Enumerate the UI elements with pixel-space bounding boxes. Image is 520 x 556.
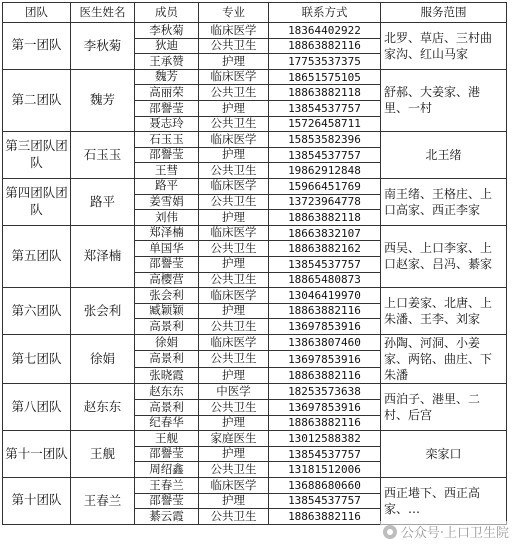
- member-major-cell: 临床医学: [199, 132, 269, 148]
- member-name-cell: 刘伟: [135, 210, 199, 226]
- member-major-cell: 护理: [199, 367, 269, 384]
- member-name-cell: 周绍鑫: [135, 462, 199, 478]
- member-major-cell: 公共卫生: [199, 319, 269, 335]
- member-phone-cell: 13697853916: [269, 319, 381, 335]
- service-area-cell: 西泊子、港里、二村、后宫: [381, 384, 507, 431]
- doctor-name-cell: 李秋菊: [71, 23, 135, 70]
- header-members: 成员: [135, 3, 199, 23]
- wechat-icon: [383, 525, 397, 539]
- member-name-cell: 单国华: [135, 241, 199, 257]
- watermark: [380, 521, 512, 542]
- table-row: [3, 23, 507, 39]
- member-phone-cell: 13854537757: [269, 446, 381, 462]
- member-phone-cell: 13046419970: [269, 288, 381, 304]
- service-area-cell: 北王绪: [381, 132, 507, 179]
- member-name-cell: 张晓霞: [135, 367, 199, 384]
- member-phone-cell: 18663832107: [269, 225, 381, 241]
- table-row: [3, 384, 507, 400]
- member-name-cell: 邵譽莹: [135, 147, 199, 163]
- member-major-cell: 公共卫生: [199, 509, 269, 525]
- header-service-area: 服务范围: [381, 3, 507, 23]
- member-name-cell: 邵譽莹: [135, 493, 199, 509]
- doctor-name-cell: 郑泽楠: [71, 225, 135, 287]
- service-area-cell: 舒郝、大姜家、港里、一村: [381, 69, 507, 131]
- member-major-cell: 临床医学: [199, 288, 269, 304]
- member-phone-cell: 13697853916: [269, 351, 381, 368]
- table-row: [3, 431, 507, 447]
- team-name-cell: 第七团队: [3, 334, 71, 384]
- team-table: [2, 2, 507, 525]
- header-team: 团队: [3, 3, 71, 23]
- member-major-cell: 护理: [199, 54, 269, 70]
- service-area-cell: 栾家口: [381, 431, 507, 478]
- member-name-cell: 臧颖颖: [135, 303, 199, 319]
- member-name-cell: 王舰: [135, 431, 199, 447]
- member-phone-cell: 18863882116: [269, 303, 381, 319]
- member-phone-cell: 15726458711: [269, 116, 381, 132]
- member-name-cell: 纪春华: [135, 415, 199, 431]
- table-row: [3, 288, 507, 304]
- doctor-name-cell: 赵东东: [71, 384, 135, 431]
- header-doctor: 医生姓名: [71, 3, 135, 23]
- member-phone-cell: 15966451769: [269, 178, 381, 194]
- team-name-cell: 第二团队: [3, 69, 71, 131]
- table-row: [3, 478, 507, 494]
- doctor-name-cell: 王春兰: [71, 478, 135, 525]
- table-row: [3, 132, 507, 148]
- member-name-cell: 高景利: [135, 319, 199, 335]
- member-name-cell: 邵譽莹: [135, 100, 199, 116]
- member-phone-cell: 13012588382: [269, 431, 381, 447]
- member-major-cell: 护理: [199, 256, 269, 272]
- member-name-cell: 王承赞: [135, 54, 199, 70]
- doctor-name-cell: 石玉玉: [71, 132, 135, 179]
- table-row: [3, 225, 507, 241]
- doctor-name-cell: 徐娟: [71, 334, 135, 384]
- member-name-cell: 张会利: [135, 288, 199, 304]
- member-major-cell: 中医学: [199, 384, 269, 400]
- member-phone-cell: 13854537757: [269, 493, 381, 509]
- table-header: [3, 3, 507, 23]
- member-phone-cell: 18863882118: [269, 210, 381, 226]
- table-row: [3, 334, 507, 351]
- doctor-name-cell: 魏芳: [71, 69, 135, 131]
- member-major-cell: 临床医学: [199, 225, 269, 241]
- doctor-name-cell: 王舰: [71, 431, 135, 478]
- team-name-cell: 第十团队: [3, 478, 71, 525]
- member-phone-cell: 18863882162: [269, 241, 381, 257]
- member-phone-cell: 18863882118: [269, 85, 381, 101]
- team-name-cell: 第一团队: [3, 23, 71, 70]
- team-name-cell: 第八团队: [3, 384, 71, 431]
- service-area-cell: 西吴、上口李家、上口赵家、吕冯、綦家: [381, 225, 507, 287]
- member-phone-cell: 13181512006: [269, 462, 381, 478]
- header-contact: 联系方式: [269, 3, 381, 23]
- member-major-cell: 公共卫生: [199, 351, 269, 368]
- member-phone-cell: 13697853916: [269, 400, 381, 416]
- service-area-cell: 孙陶、河洞、小姜家、两铭、曲庄、下朱潘: [381, 334, 507, 384]
- team-name-cell: 第十一团队: [3, 431, 71, 478]
- doctor-name-cell: 路平: [71, 178, 135, 225]
- team-name-cell: 第五团队: [3, 225, 71, 287]
- member-name-cell: 邵譽莹: [135, 446, 199, 462]
- member-phone-cell: 18364402922: [269, 23, 381, 39]
- member-major-cell: 家庭医生: [199, 431, 269, 447]
- table-body: [3, 23, 507, 525]
- member-major-cell: 公共卫生: [199, 116, 269, 132]
- member-name-cell: 高景利: [135, 351, 199, 368]
- doctor-name-cell: 张会利: [71, 288, 135, 335]
- member-major-cell: 公共卫生: [199, 85, 269, 101]
- member-phone-cell: 13854537757: [269, 100, 381, 116]
- table-row: [3, 69, 507, 85]
- member-name-cell: 郑泽楠: [135, 225, 199, 241]
- member-name-cell: 石玉玉: [135, 132, 199, 148]
- member-major-cell: 护理: [199, 147, 269, 163]
- member-phone-cell: 18863882116: [269, 415, 381, 431]
- service-area-cell: 上口姜家、北唐、上朱潘、王李、刘家: [381, 288, 507, 335]
- member-major-cell: 临床医学: [199, 23, 269, 39]
- member-major-cell: 公共卫生: [199, 194, 269, 210]
- member-major-cell: 公共卫生: [199, 272, 269, 288]
- member-name-cell: 狄迪: [135, 38, 199, 54]
- watermark-text: 公众号·上口卫生院: [400, 526, 509, 541]
- team-name-cell: 第四团队团队: [3, 178, 71, 225]
- member-major-cell: 护理: [199, 100, 269, 116]
- member-phone-cell: 13854537757: [269, 147, 381, 163]
- member-phone-cell: 13688680660: [269, 478, 381, 494]
- member-major-cell: 公共卫生: [199, 38, 269, 54]
- member-name-cell: 姜雪娟: [135, 194, 199, 210]
- member-major-cell: 临床医学: [199, 178, 269, 194]
- member-major-cell: 护理: [199, 303, 269, 319]
- member-name-cell: 邵譽莹: [135, 256, 199, 272]
- member-major-cell: 护理: [199, 210, 269, 226]
- member-name-cell: 王春兰: [135, 478, 199, 494]
- member-major-cell: 临床医学: [199, 334, 269, 351]
- member-name-cell: 路平: [135, 178, 199, 194]
- member-major-cell: 护理: [199, 446, 269, 462]
- member-name-cell: 王彗: [135, 163, 199, 179]
- member-major-cell: 公共卫生: [199, 462, 269, 478]
- team-name-cell: 第三团队团队: [3, 132, 71, 179]
- member-name-cell: 高樱营: [135, 272, 199, 288]
- member-name-cell: 高景利: [135, 400, 199, 416]
- member-major-cell: 公共卫生: [199, 163, 269, 179]
- member-phone-cell: 18865480873: [269, 272, 381, 288]
- member-name-cell: 聂志玲: [135, 116, 199, 132]
- member-name-cell: 赵东东: [135, 384, 199, 400]
- member-phone-cell: 18863882116: [269, 509, 381, 525]
- member-name-cell: 魏芳: [135, 69, 199, 85]
- member-phone-cell: 17753537375: [269, 54, 381, 70]
- service-area-cell: 南王绪、王格庄、上口高家、西正李家: [381, 178, 507, 225]
- member-major-cell: 护理: [199, 493, 269, 509]
- member-major-cell: 临床医学: [199, 69, 269, 85]
- member-phone-cell: 13723964778: [269, 194, 381, 210]
- member-phone-cell: 18863882116: [269, 367, 381, 384]
- member-major-cell: 护理: [199, 415, 269, 431]
- member-phone-cell: 18651575105: [269, 69, 381, 85]
- member-phone-cell: 13854537757: [269, 256, 381, 272]
- header-major: 专业: [199, 3, 269, 23]
- member-phone-cell: 18863882116: [269, 38, 381, 54]
- member-name-cell: 徐娟: [135, 334, 199, 351]
- member-phone-cell: 18253573638: [269, 384, 381, 400]
- member-name-cell: 李秋菊: [135, 23, 199, 39]
- member-phone-cell: 13863807460: [269, 334, 381, 351]
- header-row: [3, 3, 507, 23]
- table-row: [3, 178, 507, 194]
- team-name-cell: 第六团队: [3, 288, 71, 335]
- member-major-cell: 临床医学: [199, 478, 269, 494]
- member-phone-cell: 15853582396: [269, 132, 381, 148]
- service-area-cell: 北罗、草店、三村曲家沟、红山马家: [381, 23, 507, 70]
- member-name-cell: 綦云霞: [135, 509, 199, 525]
- service-area-cell: 西正塂下、西正高家、…: [381, 478, 507, 525]
- member-phone-cell: 19862912848: [269, 163, 381, 179]
- member-name-cell: 高丽荣: [135, 85, 199, 101]
- member-major-cell: 公共卫生: [199, 400, 269, 416]
- member-major-cell: 公共卫生: [199, 241, 269, 257]
